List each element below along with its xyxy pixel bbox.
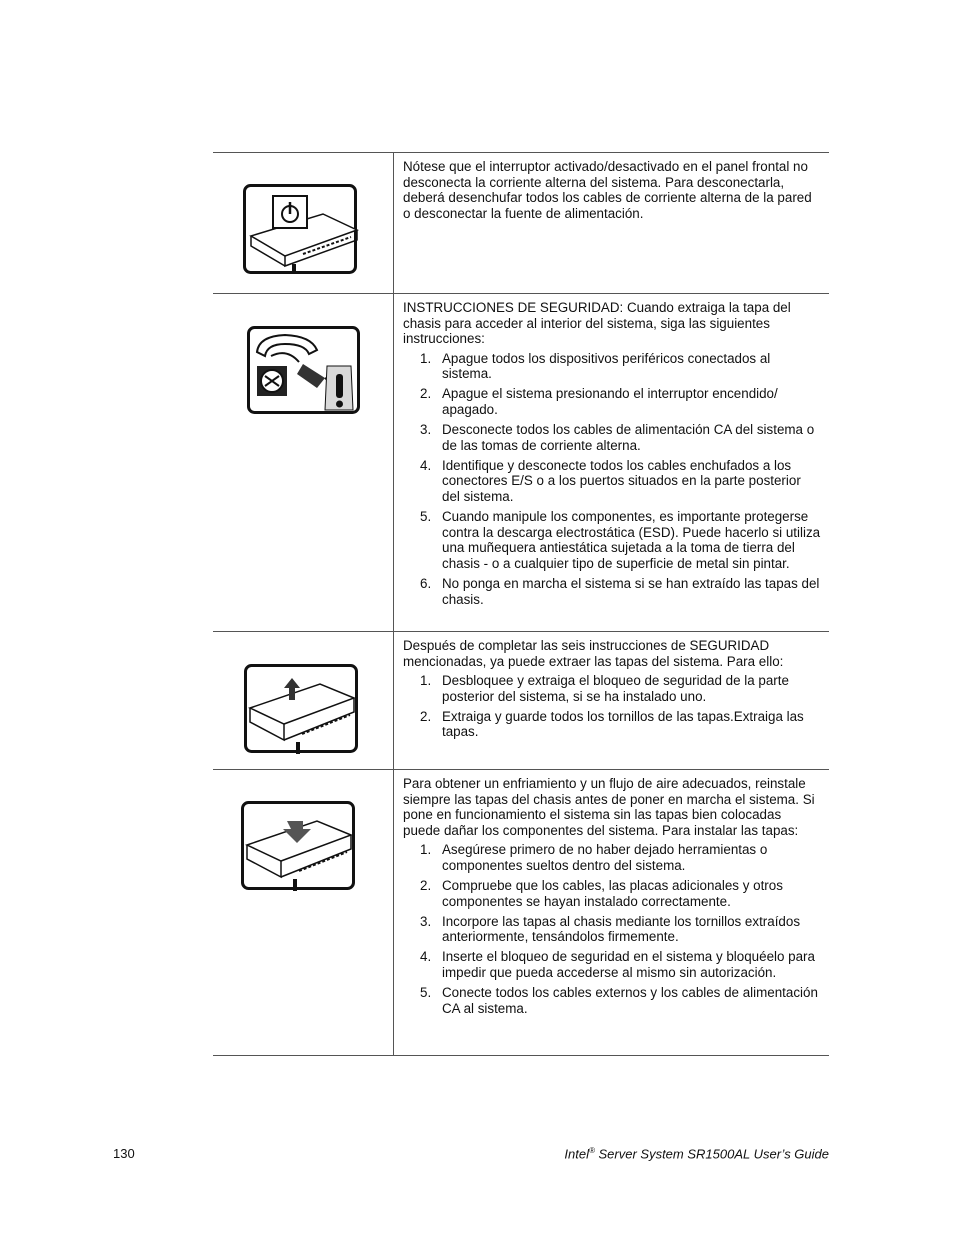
list-text: No ponga en marcha el sistema si se han extraído las tapas del chasis. (442, 576, 820, 607)
list-number: 5. (420, 985, 432, 1001)
list-item (403, 673, 821, 704)
list-text: Inserte el bloqueo de seguridad en el sistema y bloquéelo para impedir que pueda accederse al mismo sin autorización. (442, 949, 815, 981)
safety-unplug-caution-icon (247, 326, 361, 416)
instruction-list (403, 673, 821, 740)
list-item (403, 878, 821, 909)
list-text: Identifique y desconecte todos los cables enchufados a los conectores E/S o a los puertos situados en la parte posterior del sistema. (442, 457, 801, 505)
install-cover-icon (241, 801, 357, 893)
list-text: Incorpore las tapas al chasis mediante los tornillos extraídos anteriormente, tensándolos firmemente. (442, 913, 801, 945)
list-number: 5. (420, 509, 432, 525)
remove-cover-icon (244, 664, 360, 756)
footer-title-text: Server System SR1500AL User’s Guide (594, 1146, 829, 1162)
list-item (403, 914, 821, 945)
list-number: 2. (420, 708, 432, 724)
list-number: 4. (420, 949, 432, 965)
instruction-list (403, 842, 821, 1016)
list-number: 1. (420, 673, 432, 689)
safety-table (213, 152, 829, 1056)
list-item (403, 458, 821, 505)
table-row (213, 631, 829, 769)
list-item (403, 576, 821, 607)
list-number: 1. (420, 842, 432, 858)
list-text: Desconecte todos los cables de alimentación CA del sistema o de las tomas de corriente alterna. (442, 422, 815, 453)
list-text: Apague el sistema presionando el interruptor encendido/ apagado. (442, 386, 778, 418)
list-item (403, 509, 821, 571)
list-number: 3. (420, 913, 432, 929)
text-cell (394, 632, 829, 769)
list-number: 2. (420, 386, 432, 402)
list-text: Conecte todos los cables externos y los cables de alimentación CA al sistema. (442, 985, 818, 1016)
page-number: 130 (113, 1146, 135, 1161)
row-paragraph: INSTRUCCIONES DE SEGURIDAD: Cuando extraiga la tapa del chasis para acceder al interior del sistema, siga las siguientes instrucciones: (403, 300, 791, 347)
table-row (213, 769, 829, 1056)
list-number: 1. (420, 350, 432, 366)
footer-guide-title (564, 1146, 829, 1161)
instruction-list (403, 351, 821, 607)
list-text: Desbloquee y extraiga el bloqueo de seguridad de la parte posterior del sistema, si se ha instalado uno. (442, 673, 789, 704)
list-item (403, 422, 821, 453)
icon-cell (213, 294, 394, 631)
list-item (403, 351, 821, 382)
list-item (403, 985, 821, 1016)
list-text: Compruebe que los cables, las placas adicionales y otros componentes se hayan instalado correctamente. (442, 878, 783, 909)
text-cell (394, 294, 829, 631)
registered-mark: ® (588, 1146, 595, 1155)
icon-cell (213, 153, 394, 293)
list-number: 3. (420, 422, 432, 438)
list-number: 6. (420, 576, 432, 591)
table-row (213, 152, 829, 293)
list-item (403, 709, 821, 740)
icon-cell (213, 770, 394, 1055)
list-number: 4. (420, 457, 432, 473)
footer-brand: Intel (564, 1146, 589, 1162)
list-text: Cuando manipule los componentes, es importante protegerse contra la descarga electrostática (ESD). Puede hacerlo si utiliza una muñequera antiestática sujetada a la toma de tierra del chasis - o a cualquier tipo de superficie de metal sin pintar. (442, 509, 821, 571)
list-number: 2. (420, 878, 432, 894)
list-item (403, 842, 821, 873)
list-text: Apague todos los dispositivos periféricos conectados al sistema. (442, 350, 771, 382)
text-cell (394, 153, 829, 293)
list-text: Asegúrese primero de no haber dejado herramientas o componentes sueltos dentro del sistema. (442, 842, 768, 873)
table-row (213, 293, 829, 631)
power-switch-server-icon (243, 184, 361, 276)
icon-cell (213, 632, 394, 769)
row-paragraph: Después de completar las seis instrucciones de SEGURIDAD mencionadas, ya puede extraer las tapas del sistema. Para ello: (403, 638, 784, 669)
row-paragraph: Para obtener un enfriamiento y un flujo de aire adecuados, reinstale siempre las tapas del chasis antes de poner en marcha el sistema. Si pone en funcionamiento el sistema sin las tapas bien colocadas puede dañar los componentes del sistema. Para instalar las tapas: (403, 776, 815, 838)
text-cell (394, 770, 829, 1055)
list-item (403, 386, 821, 417)
list-text: Extraiga y guarde todos los tornillos de las tapas.Extraiga las tapas. (442, 708, 804, 740)
list-item (403, 949, 821, 980)
row-paragraph: Nótese que el interruptor activado/desactivado en el panel frontal no desconecta la corriente alterna del sistema. Para desconectarla, deberá desenchufar todos los cables de corriente alterna de la pared o desconectar la fuente de alimentación. (403, 159, 812, 221)
